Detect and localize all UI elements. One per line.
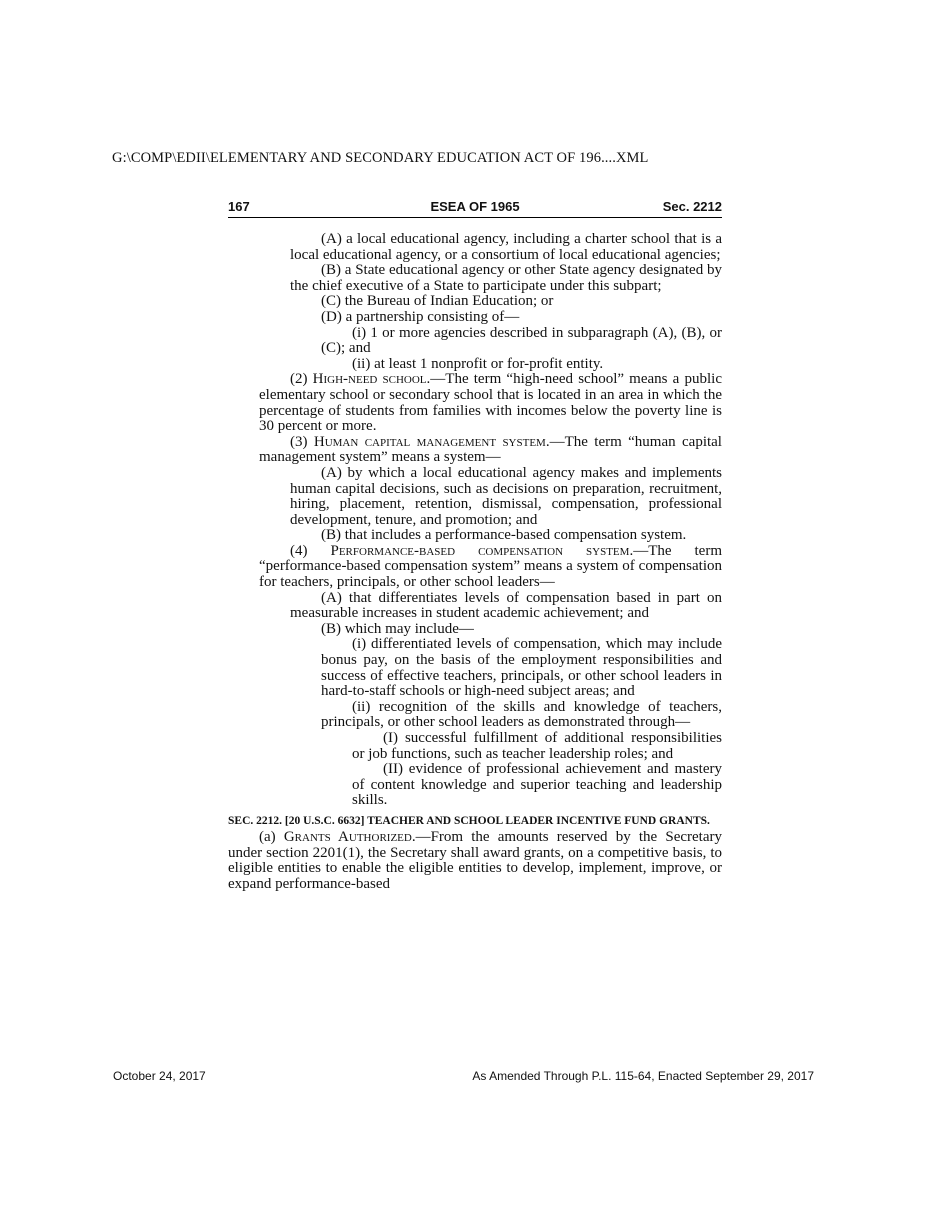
footer-date: October 24, 2017 — [113, 1069, 206, 1083]
section-number: Sec. 2212 — [662, 199, 722, 214]
clause-3-B: (B) that includes a performance-based compensation system. — [321, 527, 687, 544]
clause-a-C: (C) the Bureau of Indian Education; or — [321, 293, 554, 310]
file-path: G:\COMP\EDII\ELEMENTARY AND SECONDARY EDUCATION ACT OF 196....XML — [112, 150, 649, 166]
paragraph-3-term: Human capital management system — [313, 433, 546, 450]
subsection-a-number: (a) — [259, 828, 284, 845]
paragraph-2-term: High-need school — [312, 371, 427, 388]
clause-a-D-i: (i) 1 or more agencies described in subparagraph (A), (B), or (C); and — [321, 324, 722, 357]
clause-4-A: (A) that differentiates levels of compensation based in part on measurable increases in student academic achievement; and — [290, 589, 722, 622]
section-heading: SEC. 2212. [20 U.S.C. 6632] TEACHER AND SCHOOL LEADER INCENTIVE FUND GRANTS. — [228, 814, 710, 827]
paragraph-4-term: Performance-based compensation system — [330, 542, 630, 559]
clause-a-D: (D) a partnership consisting of— — [321, 308, 520, 325]
document-body — [228, 232, 722, 892]
clause-4-B-i: (i) differentiated levels of compensation, which may include bonus pay, on the basis of the employment responsibilities and success of effective teachers, principals, or other school leaders in hard-to-staff schools or high-need subject areas; and — [321, 636, 722, 700]
subsection-a-text: .—From the amounts reserved by the Secretary under section 2201(1), the Secretary shall award grants, on a competitive basis, to eligible entities to enable the eligible entities to develop, implement, improve, or expand performance-based — [228, 828, 722, 892]
subsection-a — [228, 830, 722, 892]
page-number: 167 — [228, 199, 250, 214]
clause-3-A: (A) by which a local educational agency makes and implements human capital decisions, such as decisions on preparation, recruitment, hiring, placement, retention, dismissal, compensation, professional development, tenure, and promotion; and — [290, 464, 722, 528]
paragraph-4-text: .—The term “performance-based compensation system” means a system of compensation for teachers, principals, or other school leaders— — [259, 542, 722, 591]
paragraph-3-number: (3) — [290, 433, 314, 450]
clause-4-B: (B) which may include— — [321, 620, 474, 637]
clause-4-B-ii-I: (I) successful fulfillment of additional responsibilities or job functions, such as teacher leadership roles; and — [352, 730, 722, 762]
footer-amended-note: As Amended Through P.L. 115-64, Enacted September 29, 2017 — [472, 1069, 814, 1083]
clause-a-D-ii: (ii) at least 1 nonprofit or for-profit entity. — [352, 355, 604, 372]
paragraph-2-text: .—The term “high-need school” means a public elementary school or secondary school that is located in an area in which the percentage of students from families with incomes below the poverty line is 30 percent or more. — [259, 371, 722, 435]
paragraph-4 — [259, 544, 722, 591]
running-header — [228, 198, 722, 218]
running-title: ESEA OF 1965 — [430, 199, 520, 214]
paragraph-2-number: (2) — [290, 371, 313, 388]
subsection-a-term: Grants Authorized — [283, 828, 412, 845]
paragraph-3 — [259, 435, 722, 466]
clause-4-B-ii: (ii) recognition of the skills and knowledge of teachers, principals, or other school leaders as demonstrated through— — [321, 698, 722, 731]
paragraph-4-number: (4) — [290, 542, 331, 559]
clause-a-A: (A) a local educational agency, including a charter school that is a local educational agency, or a consortium of local educational agencies; — [290, 231, 722, 263]
clause-4-B-ii-II: (II) evidence of professional achievement and mastery of content knowledge and superior teaching and leadership skills. — [352, 761, 722, 809]
clause-a-B: (B) a State educational agency or other State agency designated by the chief executive of a State to participate under this subpart; — [290, 262, 722, 294]
paragraph-2 — [259, 372, 722, 434]
paragraph-3-text: .—The term “human capital management system” means a system— — [259, 433, 722, 466]
